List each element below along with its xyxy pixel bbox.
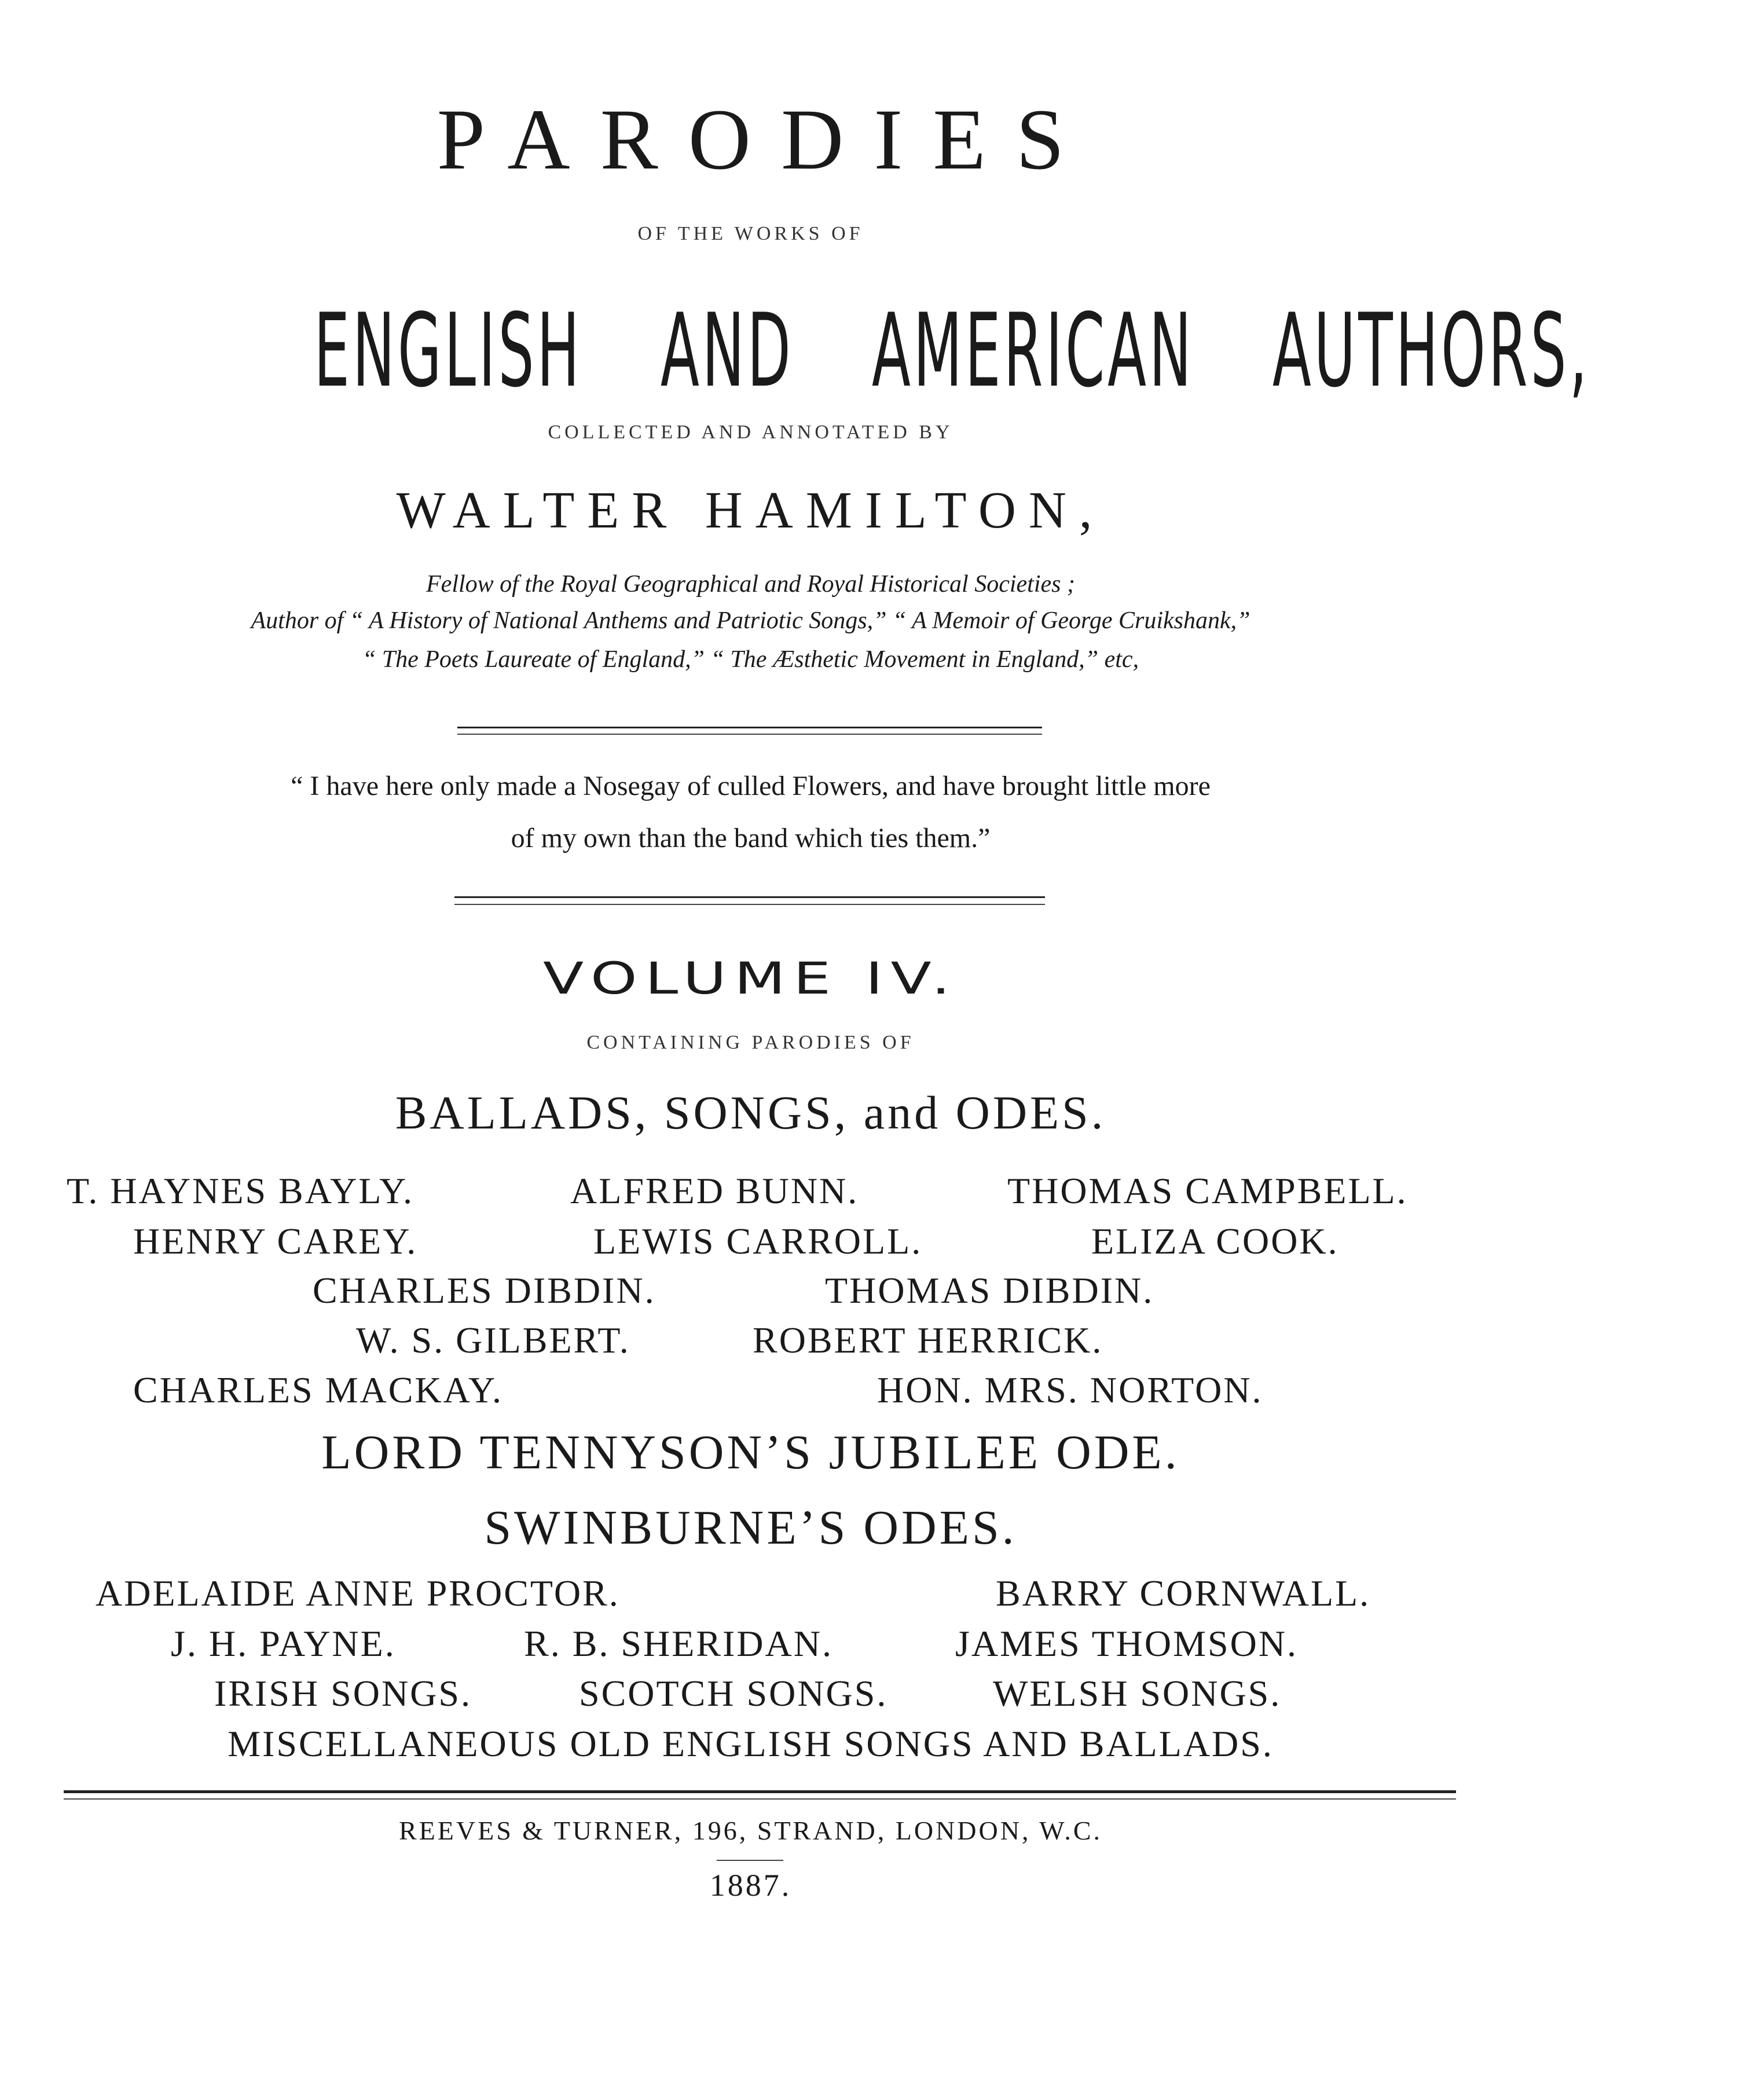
containing-label: CONTAINING PARODIES OF	[586, 1032, 915, 1053]
credential-line: Fellow of the Royal Geographical and Royal Historical Societies ;	[426, 571, 1075, 598]
book-title: PARODIES	[437, 91, 1095, 188]
subtitle-works-of: OF THE WORKS OF	[637, 223, 864, 244]
epigraph-line: of my own than the band which ties them.”	[511, 823, 991, 853]
contents-name: SCOTCH SONGS.	[579, 1673, 888, 1714]
contents-name: IRISH SONGS.	[214, 1673, 472, 1714]
credential-line: “ The Poets Laureate of England,” “ The Æsthetic Movement in England,” etc,	[362, 646, 1139, 673]
volume-heading: VOLUME IV.	[542, 952, 959, 1004]
credential-line: Author of “ A History of National Anthems and Patriotic Songs,” “ A Memoir of George Cruikshank,”	[251, 607, 1250, 634]
contents-name: BARRY CORNWALL.	[996, 1573, 1371, 1614]
contents-name: CHARLES MACKAY.	[133, 1369, 503, 1410]
contents-name: ROBERT HERRICK.	[753, 1320, 1103, 1361]
divider-rule	[454, 904, 1045, 905]
contents-heading: BALLADS, SONGS, and ODES.	[395, 1086, 1106, 1139]
contents-name: HENRY CAREY.	[133, 1221, 418, 1262]
contents-name: LEWIS CARROLL.	[593, 1221, 923, 1262]
collected-by: COLLECTED AND ANNOTATED BY	[548, 422, 953, 443]
banner-word: AUTHORS,	[1272, 292, 1590, 410]
contents-name: CHARLES DIBDIN.	[313, 1270, 656, 1311]
epigraph-line: “ I have here only made a Nosegay of culled Flowers, and have brought little more	[291, 771, 1211, 801]
contents-name: MISCELLANEOUS OLD ENGLISH SONGS AND BALLADS.	[228, 1723, 1274, 1764]
jubilee-ode-heading: LORD TENNYSON’S JUBILEE ODE.	[321, 1426, 1180, 1479]
contents-name: WELSH SONGS.	[993, 1673, 1282, 1714]
banner-word: AMERICAN	[871, 292, 1194, 410]
banner-word: ENGLISH	[314, 292, 582, 410]
contents-name: JAMES THOMSON.	[955, 1623, 1299, 1664]
divider-rule	[457, 734, 1042, 735]
contents-name: HON. MRS. NORTON.	[877, 1369, 1263, 1410]
contents-name: ELIZA COOK.	[1091, 1221, 1339, 1262]
author-name: WALTER HAMILTON,	[396, 482, 1105, 539]
banner-word: AND	[661, 292, 794, 410]
contents-name: J. H. PAYNE.	[171, 1623, 396, 1664]
contents-name: W. S. GILBERT.	[356, 1320, 630, 1361]
contents-name: T. HAYNES BAYLY.	[67, 1170, 414, 1211]
publication-year: 1887.	[709, 1868, 792, 1903]
banner-title	[285, 292, 1590, 410]
contents-name: THOMAS DIBDIN.	[825, 1270, 1154, 1311]
divider-rule	[457, 727, 1042, 728]
year-rule	[717, 1860, 783, 1861]
contents-name: ADELAIDE ANNE PROCTOR.	[96, 1573, 620, 1614]
publisher-line: REEVES & TURNER, 196, STRAND, LONDON, W.C.	[399, 1816, 1102, 1845]
divider-rule	[64, 1790, 1456, 1793]
contents-name: R. B. SHERIDAN.	[524, 1623, 833, 1664]
swinburne-odes-heading: SWINBURNE’S ODES.	[484, 1501, 1017, 1555]
contents-name: ALFRED BUNN.	[570, 1170, 859, 1211]
divider-rule	[454, 896, 1045, 898]
contents-name: THOMAS CAMPBELL.	[1007, 1170, 1408, 1211]
divider-rule	[64, 1798, 1456, 1800]
